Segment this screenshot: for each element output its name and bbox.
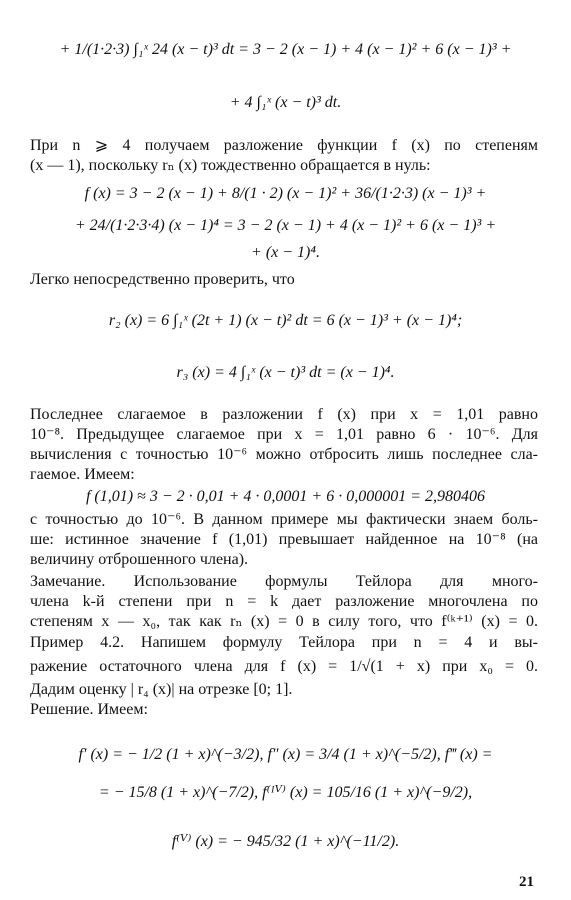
text-line: ше: истинное значение f (1,01) превышает найденное на 10⁻⁸ (на: [30, 531, 538, 548]
formula-line: f′ (x) = − 1/2 (1 + x)^(−3/2), f″ (x) = 3/4 (1 + x)^(−5/2), f‴ (x) =: [78, 746, 493, 763]
text-line: степеням x — x₀, так как rₙ (x) = 0 в силу того, что f⁽ᵏ⁺¹⁾ (x) = 0.: [30, 613, 538, 630]
formula-line: + 24/(1·2·3·4) (x − 1)⁴ = 3 − 2 (x − 1) + 4 (x − 1)² + 6 (x − 1)³ +: [74, 217, 497, 234]
formula-line: + 4 ∫₁ˣ (x − t)³ dt.: [229, 94, 342, 111]
text-line: Легко непосредственно проверить, что: [30, 271, 295, 288]
text-line: (x — 1), поскольку rₙ (x) тождественно обращается в нуль:: [30, 157, 431, 174]
formula-line: f (1,01) ≈ 3 − 2 · 0,01 + 4 · 0,0001 + 6 · 0,000001 = 2,980406: [85, 488, 486, 505]
formula-line: r₃ (x) = 4 ∫₁ˣ (x − t)³ dt = (x − 1)⁴.: [176, 364, 395, 381]
page-number: 21: [519, 874, 534, 890]
text-line: Последнее слагаемое в разложении f (x) при x = 1,01 равно: [30, 406, 538, 423]
formula-line: = − 15/8 (1 + x)^(−7/2), f⁽ᴵⱽ⁾ (x) = 105/16 (1 + x)^(−9/2),: [98, 784, 473, 801]
formula-line: r₂ (x) = 6 ∫₁ˣ (2t + 1) (x − t)² dt = 6 (x − 1)³ + (x − 1)⁴;: [108, 312, 463, 329]
text-line: Пример 4.2. Напишем формулу Тейлора при n = 4 и вы-: [30, 634, 538, 651]
text-line: При n ⩾ 4 получаем разложение функции f (x) по степеням: [30, 137, 538, 154]
formula-line: + 1/(1·2·3) ∫₁ˣ 24 (x − t)³ dt = 3 − 2 (x − 1) + 4 (x − 1)² + 6 (x − 1)³ +: [59, 41, 512, 58]
text-line: Решение. Имеем:: [30, 701, 148, 718]
text-line: величину отброшенного члена).: [30, 551, 249, 568]
text-line: члена k-й степени при n = k дает разложение многочлена по: [30, 593, 538, 610]
text-line: с точностью до 10⁻⁶. В данном примере мы фактически знаем боль-: [30, 511, 538, 528]
formula-line: f (x) = 3 − 2 (x − 1) + 8/(1 · 2) (x − 1)² + 36/(1·2·3) (x − 1)³ +: [84, 185, 487, 202]
text-line: Замечание. Использование формулы Тейлора для много-: [30, 573, 538, 590]
text-line: ражение остаточного члена для f (x) = 1/√(1 + x) при x₀ = 0.: [30, 658, 538, 675]
formula-line: f⁽ⱽ⁾ (x) = − 945/32 (1 + x)^(−11/2).: [171, 833, 400, 850]
text-line: гаемое. Имеем:: [30, 466, 135, 483]
text-line: вычисления с точностью 10⁻⁶ можно отбросить лишь последнее сла-: [30, 446, 538, 463]
text-line: 10⁻⁸. Предыдущее слагаемое при x = 1,01 равно 6 · 10⁻⁶. Для: [30, 426, 538, 443]
text-line: Дадим оценку | r₄ (x)| на отрезке [0; 1].: [30, 681, 293, 698]
formula-line: + (x − 1)⁴.: [251, 244, 320, 261]
